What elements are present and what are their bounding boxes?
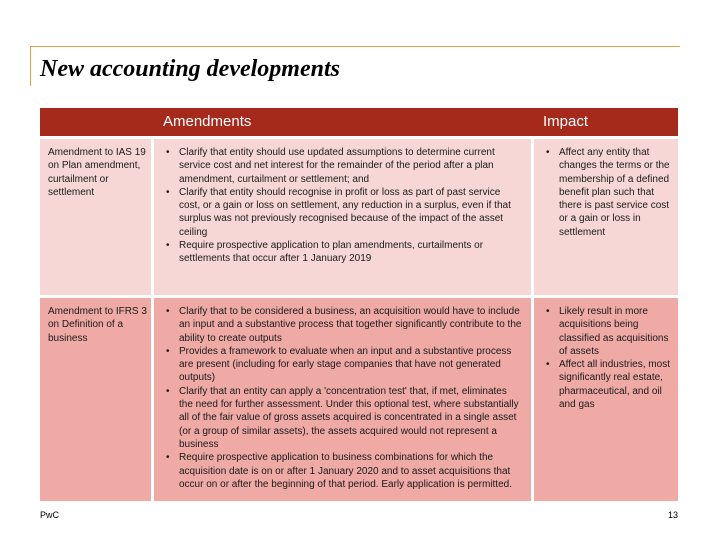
list-item: • Affect all industries, most significantly real estate, pharmaceutical, and oil and gas: [546, 358, 672, 411]
page-number: 13: [667, 510, 678, 520]
frame-left-line: [30, 46, 31, 86]
row-amendments: [151, 298, 531, 501]
row-impact: [531, 139, 678, 295]
table-header: [40, 108, 678, 136]
list-item: • Likely result in more acquisitions being classified as acquisitions of assets: [546, 305, 672, 358]
page-title: New accounting developments: [40, 56, 340, 82]
list-item: • Provides a framework to evaluate when an input and a substantive process are present (including for early stage companies that have not generated outputs): [166, 345, 523, 385]
table-row: [40, 295, 678, 501]
list-item: • Clarify that entity should recognise in profit or loss as part of past service cost, or a gain or loss on settlement, any reduction in a surplus, even if that surplus was not previously recognised because of the impact of the asset ceiling: [166, 186, 523, 239]
header-topic: [40, 108, 151, 136]
developments-table: [40, 108, 678, 501]
list-item: • Clarify that to be considered a business, an acquisition would have to include an input and a substantive process that together significantly contribute to the ability to create outputs: [166, 305, 523, 345]
list-item: • Require prospective application to business combinations for which the acquisition date is on or after 1 January 2020 and to asset acquisitions that occur on or after the beginning of that period. Early application is permitted.: [166, 451, 523, 491]
row-topic: Amendment to IFRS 3 on Definition of a business: [48, 306, 147, 344]
footer-brand: PwC: [40, 510, 60, 520]
header-impact: Impact: [543, 113, 589, 130]
list-item: • Clarify that an entity can apply a 'concentration test' that, if met, eliminates the need for further assessment. Under this optional test, where substantially all of the fair value of gross assets acquired is concentrated in a single asset (or a group of similar assets), the assets acquired would not represent a business: [166, 385, 523, 451]
table-row: [40, 136, 678, 295]
list-item: • Clarify that entity should use updated assumptions to determine current service cost and net interest for the remainder of the period after a plan amendment, curtailment or settlement; and: [166, 146, 523, 186]
row-impact: [531, 298, 678, 501]
row-topic: Amendment to IAS 19 on Plan amendment, curtailment or settlement: [48, 147, 146, 198]
list-item: • Require prospective application to plan amendments, curtailments or settlements that occur after 1 January 2019: [166, 239, 523, 266]
header-amendments: Amendments: [163, 113, 252, 130]
list-item: • Affect any entity that changes the terms or the membership of a defined benefit plan such that there is past service cost or a gain or loss in settlement: [546, 146, 672, 239]
row-amendments: [151, 139, 531, 295]
frame-top-line: [30, 46, 680, 47]
